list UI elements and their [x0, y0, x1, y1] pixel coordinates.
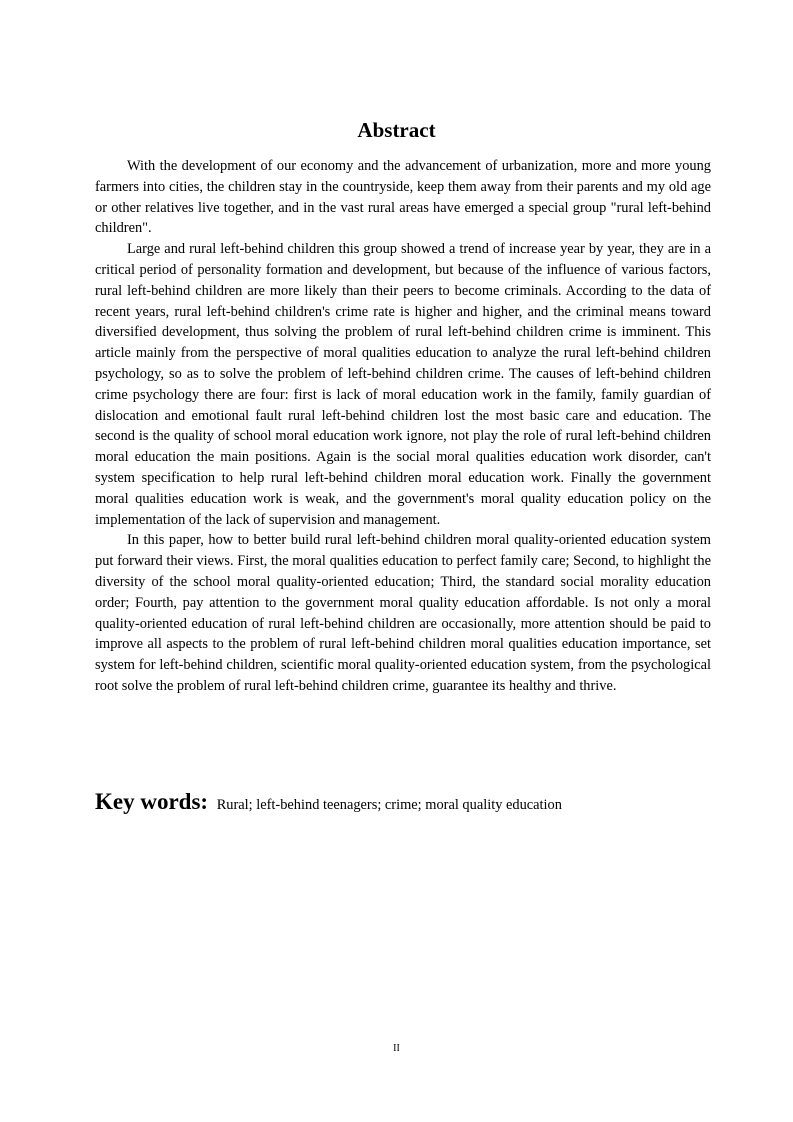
abstract-paragraph-3: In this paper, how to better build rural left-behind children moral quality-oriented education system put forward their views. First, the moral qualities education to perfect family care; Second, to highlight the diversity of the school moral quality-oriented education; Third, the standard social morality education order; Fourth, pay attention to the government moral quality education affordable. Is not only a moral quality-oriented education of rural left-behind children are occasionally, more attention should be paid to improve all aspects to the problem of rural left-behind children moral qualities education importance, set system for left-behind children, scientific moral quality-oriented education system, from the psychological root solve the problem of rural left-behind children crime, guarantee its healthy and thrive.	[95, 532, 711, 694]
keywords-label: Key words:	[95, 789, 209, 814]
page-number: II	[393, 1043, 400, 1054]
abstract-paragraph-1: With the development of our economy and the advancement of urbanization, more and more young farmers into cities, the children stay in the countryside, keep them away from their parents and my old age or other relatives live together, and in the vast rural areas have emerged a special group "rural left-behind children".	[95, 158, 711, 237]
abstract-title: Abstract	[357, 118, 436, 142]
keywords-text: Rural; left-behind teenagers; crime; moral quality education	[216, 797, 562, 813]
keywords-line	[95, 786, 711, 821]
abstract-body	[95, 156, 711, 697]
abstract-paragraph-2: Large and rural left-behind children this group showed a trend of increase year by year, they are in a critical period of personality formation and development, but because of the influence of various factors, rural left-behind children are more likely than their peers to become criminals. According to the data of recent years, rural left-behind children's crime rate is higher and higher, and the criminal means toward diversified development, thus solving the problem of rural left-behind children crime is imminent. This article mainly from the perspective of moral qualities education to analyze the rural left-behind children psychology, so as to solve the problem of left-behind children crime. The causes of left-behind children crime psychology there are four: first is lack of moral education work in the family, family guardian of dislocation and emotional fault rural left-behind children lost the most basic care and education. The second is the quality of school moral education work ignore, not play the role of rural left-behind children moral education the main positions. Again is the social moral qualities education work disorder, can't system specification to help rural left-behind children moral education work. Finally the government moral qualities education work is weak, and the government's moral quality education policy on the implementation of the lack of supervision and management.	[95, 241, 711, 528]
